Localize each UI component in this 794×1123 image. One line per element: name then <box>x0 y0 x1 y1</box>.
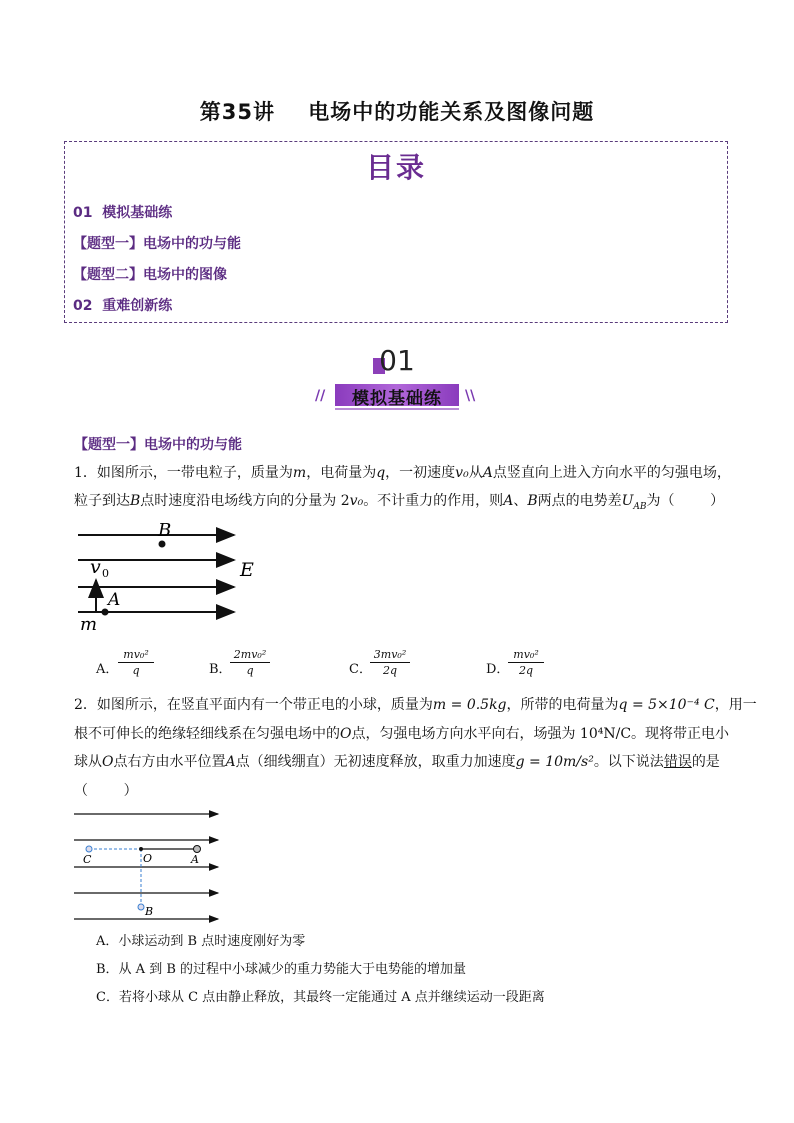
q2-text: 球从 <box>74 754 102 770</box>
q1-option-d-letter[interactable]: D． <box>486 662 510 677</box>
q2-text: 点右方由水平位置 <box>113 754 226 770</box>
q1-text: 。不计重力的作用，则 <box>363 493 504 509</box>
q1-text: 点时速度沿电场线方向的分量为 2 <box>140 493 350 509</box>
label-v0-sub: 0 <box>102 567 109 580</box>
q1-line-2 <box>74 494 724 514</box>
q1-var-m: m <box>292 465 307 481</box>
q2-var-A: A <box>225 754 236 770</box>
q2-option-a[interactable]: A．小球运动到 B 点时速度刚好为零 <box>96 934 306 949</box>
section-number: 01 <box>379 344 415 377</box>
q1-option-a-fraction[interactable] <box>118 648 154 677</box>
ball-A <box>194 846 201 853</box>
q2-text: 的是 <box>691 754 720 770</box>
fraction-numerator: mv₀² <box>508 648 544 663</box>
q2-text: 点，匀强电场方向水平向右，场强为 10⁴N/C。现将带正电小 <box>351 726 730 742</box>
q2-charge: q = 5×10⁻⁴ C <box>618 697 715 713</box>
point-B <box>159 541 166 548</box>
fraction-denominator: q <box>246 664 254 677</box>
label-v0: v <box>90 556 101 578</box>
q1-field-figure <box>74 516 274 636</box>
q2-option-c[interactable]: C．若将小球从 C 点由静止释放，其最终一定能通过 A 点并继续运动一段距离 <box>96 990 545 1005</box>
q2-text: ，所带的电荷量为 <box>506 697 619 713</box>
q1-line-1 <box>74 466 731 480</box>
q2-line-3 <box>74 755 720 769</box>
label-O: O <box>143 852 153 865</box>
fraction-numerator: mv₀² <box>118 648 154 663</box>
fraction-numerator: 3mv₀² <box>370 648 410 663</box>
toc-heading: 目录 <box>365 151 426 184</box>
q2-line-4: （ ） <box>74 783 138 799</box>
label-E: E <box>240 559 254 581</box>
q1-var-U: U <box>621 493 634 509</box>
q1-text: 为（ ） <box>646 493 725 509</box>
table-of-contents <box>64 141 728 323</box>
q1-text: 、 <box>513 493 528 509</box>
fraction-denominator: 2q <box>382 664 398 677</box>
q1-var-A: A <box>503 493 514 509</box>
q2-text: 点（细线绷直）无初速度释放，取重力加速度 <box>235 754 516 770</box>
banner-left-mark: // <box>315 388 326 404</box>
label-A: A <box>108 590 121 610</box>
q2-option-b[interactable]: B．从 A 到 B 的过程中小球减少的重力势能大于电势能的增加量 <box>96 962 467 977</box>
pivot-O <box>139 847 143 851</box>
label-C: C <box>83 853 92 866</box>
q1-text: ，一初速度 <box>385 465 456 481</box>
q2-line-1 <box>74 698 757 712</box>
q1-var-v0: v₀ <box>349 493 364 509</box>
label-B: B <box>145 905 154 918</box>
q2-emphasis-wrong: 错误 <box>663 754 692 770</box>
q1-option-c-letter[interactable]: C． <box>349 662 372 677</box>
q1-option-b-fraction[interactable] <box>230 648 270 677</box>
q1-text: 从 <box>468 465 483 481</box>
q1-text: 1．如图所示，一带电粒子，质量为 <box>74 465 293 481</box>
q1-var-B: B <box>527 493 538 509</box>
q2-text: ，用一 <box>714 697 757 713</box>
section-banner <box>317 384 477 412</box>
point-B <box>138 904 144 910</box>
fraction-denominator: 2q <box>518 664 534 677</box>
q2-var-O: O <box>340 726 352 742</box>
label-A: A <box>191 853 199 866</box>
page-title: 第35讲 电场中的功能关系及图像问题 <box>199 100 595 124</box>
toc-item-type2[interactable]: 【题型二】电场中的图像 <box>73 267 227 283</box>
q2-text: 根不可伸长的绝缘轻细线系在匀强电场中的 <box>74 726 340 742</box>
toc-item-basic[interactable]: 01 模拟基础练 <box>73 205 173 221</box>
q1-option-d-fraction[interactable] <box>508 648 544 677</box>
toc-item-advanced[interactable]: 02 重难创新练 <box>73 298 173 314</box>
q2-pendulum-figure <box>70 806 230 924</box>
question-type-heading: 【题型一】电场中的功与能 <box>74 437 242 453</box>
q1-text: ，电荷量为 <box>306 465 377 481</box>
q1-option-a-letter[interactable]: A． <box>96 662 119 677</box>
q2-text: 2．如图所示，在竖直平面内有一个带正电的小球，质量为 <box>74 697 433 713</box>
q1-var-A: A <box>482 465 493 481</box>
q1-text: 粒子到达 <box>74 493 130 509</box>
point-C <box>86 846 92 852</box>
q1-text: 点竖直向上进入方向水平的匀强电场， <box>492 465 731 481</box>
q1-option-c-fraction[interactable] <box>370 648 410 677</box>
q2-line-2 <box>74 727 729 741</box>
toc-item-type1[interactable]: 【题型一】电场中的功与能 <box>73 236 241 252</box>
q1-var-B: B <box>130 493 141 509</box>
label-m: m <box>80 614 98 635</box>
q2-mass: m = 0.5kg <box>432 697 507 713</box>
q2-var-O: O <box>102 754 114 770</box>
q1-option-b-letter[interactable]: B． <box>209 662 232 677</box>
q1-var-v0: v₀ <box>455 465 469 481</box>
q1-text: 两点的电势差 <box>537 493 622 509</box>
q2-gravity: g = 10m/s² <box>515 754 594 770</box>
label-B: B <box>158 520 172 541</box>
q1-var-q: q <box>376 465 386 481</box>
fraction-numerator: 2mv₀² <box>230 648 270 663</box>
q2-text: 。以下说法 <box>593 754 664 770</box>
banner-right-mark: \\ <box>465 388 476 404</box>
q1-var-U-sub: AB <box>633 501 647 512</box>
banner-title: 模拟基础练 <box>352 389 442 409</box>
fraction-denominator: q <box>132 664 140 677</box>
